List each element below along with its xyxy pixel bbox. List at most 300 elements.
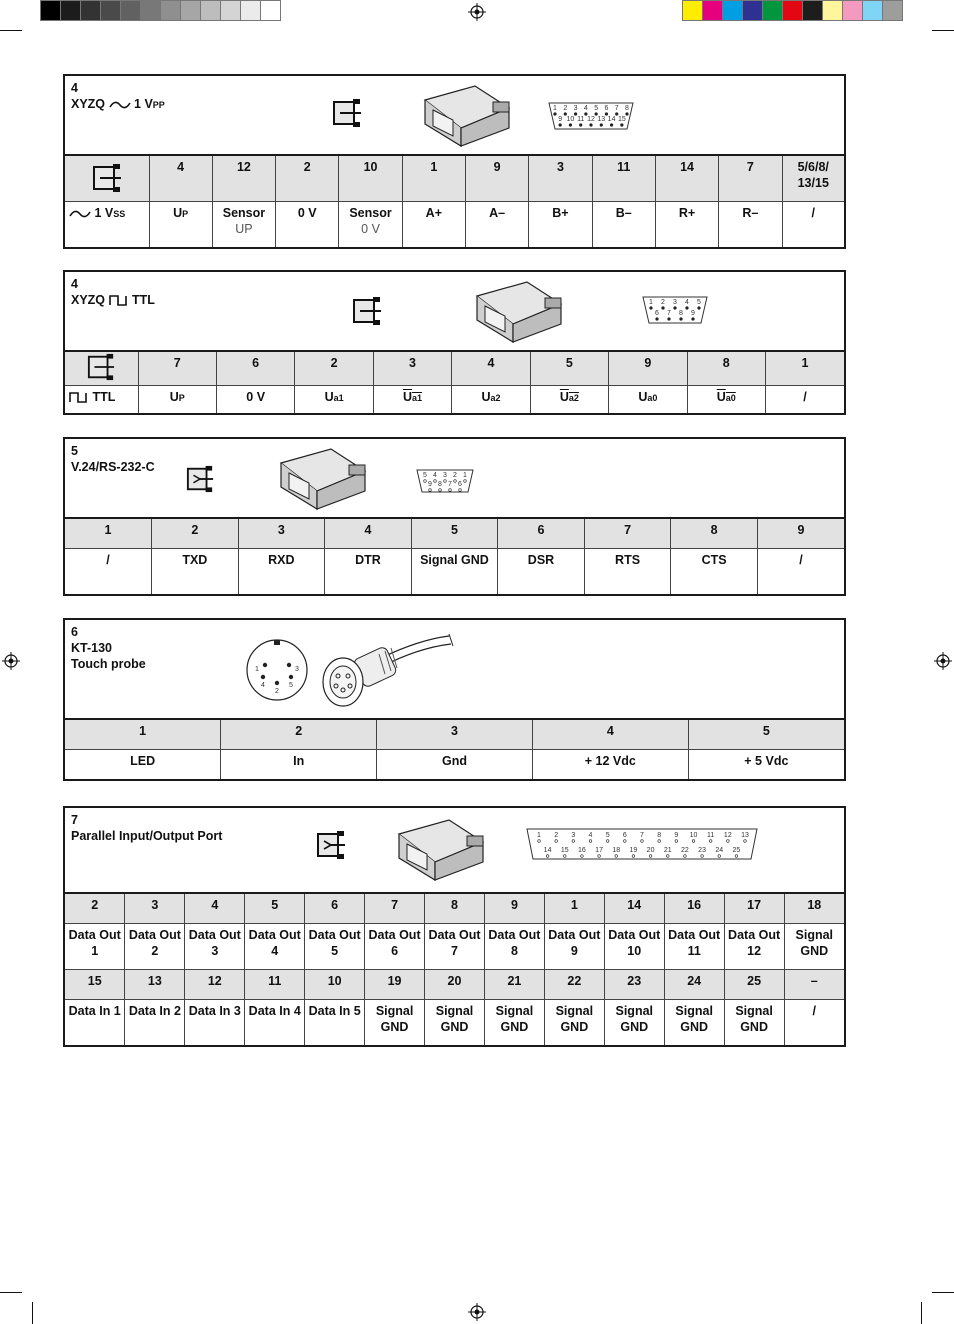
pin-number: 20 bbox=[425, 970, 485, 1000]
pin-assignment-table bbox=[65, 156, 844, 247]
pin-number: 1 bbox=[402, 156, 465, 202]
pin-label: 8 bbox=[438, 481, 442, 488]
pin-label: 4 bbox=[583, 105, 588, 112]
signal-cell: B– bbox=[592, 202, 655, 248]
pin-dot bbox=[574, 113, 577, 116]
pin-label: 15 bbox=[560, 847, 569, 854]
signal-cell: UP bbox=[138, 386, 216, 414]
color-swatch bbox=[842, 0, 863, 21]
signal-cell: / bbox=[766, 386, 845, 414]
pin-number: 1 bbox=[65, 720, 221, 750]
pin-label: 16 bbox=[578, 847, 586, 854]
title-text: XYZQ bbox=[71, 97, 106, 111]
signal-cell: + 12 Vdc bbox=[532, 750, 688, 780]
pin-dot bbox=[569, 124, 572, 127]
pin-dot bbox=[263, 663, 267, 667]
pin-number: 7 bbox=[138, 352, 216, 386]
pin-label: 14 bbox=[543, 847, 552, 854]
color-bar-strip bbox=[682, 0, 902, 22]
pin-number: 5 bbox=[245, 894, 305, 924]
square-wave-icon bbox=[69, 392, 89, 403]
pin-dot bbox=[686, 307, 689, 310]
pin-number: 14 bbox=[604, 894, 664, 924]
pin-dot bbox=[692, 318, 695, 321]
pin-number: 6 bbox=[498, 519, 585, 549]
color-swatch bbox=[782, 0, 803, 21]
pin-label: 7 bbox=[614, 105, 619, 112]
pin-label: 12 bbox=[723, 832, 732, 839]
signal-cell: Data In 2 bbox=[125, 1000, 185, 1046]
pin-label: 3 bbox=[571, 832, 576, 839]
color-swatch bbox=[702, 0, 723, 21]
signal-cell: Signal GND bbox=[664, 1000, 724, 1046]
row-label-subscript: SS bbox=[113, 209, 126, 219]
pin-label: 5 bbox=[594, 105, 599, 112]
pin-label: 2 bbox=[453, 472, 457, 479]
touch-probe-cable-drawing bbox=[317, 630, 457, 710]
signal-cell: Ua1 bbox=[373, 386, 451, 414]
section-header bbox=[65, 620, 844, 720]
signal-cell: Data Out 8 bbox=[484, 924, 544, 970]
pin-number: 21 bbox=[484, 970, 544, 1000]
pin-label: 19 bbox=[629, 847, 638, 854]
pin-dot bbox=[289, 675, 293, 679]
pin-dot bbox=[439, 489, 442, 492]
pin-dot bbox=[615, 855, 618, 858]
title-text: KT-130 bbox=[71, 641, 112, 655]
pin-dot bbox=[572, 840, 575, 843]
signal-cell: B+ bbox=[529, 202, 592, 248]
pin-dot bbox=[718, 855, 721, 858]
pin-label: 9 bbox=[558, 116, 563, 123]
pin-dot bbox=[684, 855, 687, 858]
title-text: XYZQ bbox=[71, 293, 106, 307]
signal-cell: Signal GND bbox=[425, 1000, 485, 1046]
signal-cell: Ua2 bbox=[452, 386, 530, 414]
color-swatch bbox=[60, 0, 81, 21]
signal-cell: RTS bbox=[584, 549, 671, 595]
pinout-diagram bbox=[525, 826, 759, 862]
pin-label: 2 bbox=[275, 688, 279, 695]
table-row bbox=[65, 156, 844, 202]
section-header bbox=[65, 439, 844, 519]
signal-cell: Data Out 1 bbox=[65, 924, 125, 970]
signal-cell: Data Out 11 bbox=[664, 924, 724, 970]
pin-number: 10 bbox=[305, 970, 365, 1000]
color-swatch bbox=[180, 0, 201, 21]
pin-number: 2 bbox=[295, 352, 373, 386]
pin-label: 23 bbox=[698, 847, 706, 854]
pin-assignment-table bbox=[65, 894, 844, 1045]
section-parallel-io-port bbox=[63, 806, 846, 1047]
color-swatch bbox=[822, 0, 843, 21]
pin-label: 1 bbox=[553, 105, 557, 112]
section-title bbox=[71, 80, 165, 113]
pin-label: 14 bbox=[607, 116, 616, 123]
pin-number: 19 bbox=[365, 970, 425, 1000]
pin-dot bbox=[555, 840, 558, 843]
pin-label: 13 bbox=[597, 116, 606, 123]
pin-dot bbox=[424, 480, 427, 483]
pin-dot bbox=[434, 480, 437, 483]
pin-dot bbox=[658, 840, 661, 843]
pin-dot bbox=[624, 840, 627, 843]
section-title bbox=[71, 276, 155, 308]
signal-cell: Data Out 7 bbox=[425, 924, 485, 970]
signal-cell: Signal GND bbox=[365, 1000, 425, 1046]
pin-dot bbox=[675, 840, 678, 843]
pin-label: 21 bbox=[663, 847, 672, 854]
pinout-diagram bbox=[415, 467, 475, 495]
signal-cell: 0 V bbox=[216, 386, 294, 414]
pin-number: 9 bbox=[757, 519, 844, 549]
pin-number: 10 bbox=[339, 156, 402, 202]
registration-mark-icon bbox=[468, 3, 486, 21]
color-swatch bbox=[80, 0, 101, 21]
pin-dot bbox=[538, 840, 541, 843]
signal-cell: Signal GND bbox=[724, 1000, 784, 1046]
pin-number: 15 bbox=[65, 970, 125, 1000]
pin-dot bbox=[735, 855, 738, 858]
pin-number: 9 bbox=[609, 352, 687, 386]
pin-dot bbox=[674, 307, 677, 310]
pin-number: 5 bbox=[411, 519, 498, 549]
pin-label: 9 bbox=[691, 310, 695, 317]
pin-label: 24 bbox=[715, 847, 724, 854]
pin-label: 7 bbox=[640, 832, 644, 839]
signal-cell: + 5 Vdc bbox=[688, 750, 844, 780]
signal-cell: 0 V bbox=[276, 202, 339, 248]
pin-dot bbox=[444, 480, 447, 483]
pin-label: 5 bbox=[423, 472, 427, 479]
pin-label: 4 bbox=[261, 682, 265, 689]
signal-cell: Signal GND bbox=[484, 1000, 544, 1046]
section-title bbox=[71, 443, 155, 475]
color-swatch bbox=[882, 0, 903, 21]
pin-dot bbox=[744, 840, 747, 843]
signal-text: TTL bbox=[132, 293, 155, 307]
section-number: 5 bbox=[71, 444, 78, 458]
pin-number: 17 bbox=[724, 894, 784, 924]
pin-label: 20 bbox=[646, 847, 655, 854]
pin-dot bbox=[605, 113, 608, 116]
signal-cell: In bbox=[221, 750, 377, 780]
pin-label: 15 bbox=[617, 116, 626, 123]
signal-cell: Sensor UP bbox=[212, 202, 275, 248]
pin-label: 22 bbox=[681, 847, 689, 854]
pin-label: 7 bbox=[448, 481, 452, 488]
signal-cell: Signal GND bbox=[411, 549, 498, 595]
title-text: Touch probe bbox=[71, 657, 146, 671]
signal-cell: CTS bbox=[671, 549, 758, 595]
pin-label: 1 bbox=[255, 666, 259, 673]
pin-dot bbox=[600, 124, 603, 127]
pin-label: 6 bbox=[622, 832, 627, 839]
section-header bbox=[65, 272, 844, 352]
pin-dot bbox=[615, 113, 618, 116]
pinout-diagram bbox=[547, 100, 635, 132]
connector-symbol-icon bbox=[85, 353, 117, 381]
color-swatch bbox=[200, 0, 221, 21]
signal-cell: Signal GND bbox=[544, 1000, 604, 1046]
row-label: TTL bbox=[92, 390, 116, 404]
pin-label: 5 bbox=[697, 299, 701, 306]
pin-dot bbox=[589, 840, 592, 843]
pin-number: 16 bbox=[664, 894, 724, 924]
pin-number: 7 bbox=[719, 156, 782, 202]
pin-label: 8 bbox=[657, 832, 662, 839]
crop-mark bbox=[932, 1292, 954, 1293]
sine-wave-icon bbox=[109, 100, 131, 110]
pin-label: 2 bbox=[554, 832, 559, 839]
pin-number: 18 bbox=[784, 894, 844, 924]
pin-number: 7 bbox=[365, 894, 425, 924]
pin-label: 4 bbox=[685, 299, 689, 306]
pin-label: 6 bbox=[604, 105, 609, 112]
pin-dot bbox=[698, 307, 701, 310]
pin-dot bbox=[641, 840, 644, 843]
pin-label: 11 bbox=[577, 116, 585, 123]
signal-cell: / bbox=[65, 549, 152, 595]
pin-number: 7 bbox=[584, 519, 671, 549]
crop-mark bbox=[0, 1292, 22, 1293]
color-swatch bbox=[120, 0, 141, 21]
pin-number: 12 bbox=[185, 970, 245, 1000]
signal-cell: / bbox=[784, 1000, 844, 1046]
pin-label: 3 bbox=[443, 472, 447, 479]
signal-cell: Data Out 10 bbox=[604, 924, 664, 970]
pin-label: 25 bbox=[732, 847, 741, 854]
pin-dot bbox=[610, 124, 613, 127]
signal-cell: Data Out 12 bbox=[724, 924, 784, 970]
pin-number: 11 bbox=[245, 970, 305, 1000]
color-swatch bbox=[240, 0, 261, 21]
pin-number: 8 bbox=[687, 352, 765, 386]
table-row bbox=[65, 549, 844, 595]
pin-dot bbox=[459, 489, 462, 492]
pin-label: 3 bbox=[295, 666, 299, 673]
color-swatch bbox=[862, 0, 883, 21]
pin-number: 5 bbox=[530, 352, 608, 386]
pin-label: 9 bbox=[428, 481, 432, 488]
pin-label: 18 bbox=[612, 847, 621, 854]
pin-number: 12 bbox=[212, 156, 275, 202]
pin-number: 3 bbox=[373, 352, 451, 386]
signal-cell: Sensor 0 V bbox=[339, 202, 402, 248]
color-swatch bbox=[260, 0, 281, 21]
pin-dot bbox=[656, 318, 659, 321]
round-connector-pinout bbox=[245, 638, 309, 702]
pin-dot bbox=[287, 663, 291, 667]
pin-dot bbox=[595, 113, 598, 116]
pin-label: 5 bbox=[605, 832, 610, 839]
signal-cell: Data Out 4 bbox=[245, 924, 305, 970]
connector-symbol-icon bbox=[351, 296, 383, 326]
pin-dot bbox=[650, 307, 653, 310]
table-row bbox=[65, 894, 844, 924]
pin-label: 10 bbox=[689, 832, 698, 839]
pin-number: 2 bbox=[152, 519, 239, 549]
pin-label: 7 bbox=[667, 310, 671, 317]
pin-number: 4 bbox=[532, 720, 688, 750]
pin-label: 13 bbox=[741, 832, 749, 839]
table-row bbox=[65, 202, 844, 248]
pin-dot bbox=[598, 855, 601, 858]
signal-cell: Gnd bbox=[377, 750, 533, 780]
signal-text: 1 V bbox=[134, 97, 153, 111]
signal-cell: TXD bbox=[152, 549, 239, 595]
pin-label: 10 bbox=[566, 116, 575, 123]
table-row bbox=[65, 720, 844, 750]
pin-label: 8 bbox=[625, 105, 629, 112]
pin-number: 1 bbox=[65, 519, 152, 549]
signal-cell: UP bbox=[149, 202, 212, 248]
signal-cell: / bbox=[782, 202, 844, 248]
section-header bbox=[65, 808, 844, 894]
signal-cell: / bbox=[757, 549, 844, 595]
section-title bbox=[71, 624, 146, 672]
pin-dot bbox=[464, 480, 467, 483]
pin-dot bbox=[564, 113, 567, 116]
signal-cell: Data In 1 bbox=[65, 1000, 125, 1046]
pin-dot bbox=[680, 318, 683, 321]
signal-cell: A+ bbox=[402, 202, 465, 248]
crop-mark bbox=[932, 30, 954, 31]
section-number: 6 bbox=[71, 625, 78, 639]
crop-mark bbox=[0, 30, 22, 31]
pin-number: 8 bbox=[425, 894, 485, 924]
pin-number: 2 bbox=[221, 720, 377, 750]
pin-dot bbox=[692, 840, 695, 843]
pin-label: 9 bbox=[674, 832, 679, 839]
signal-cell: DSR bbox=[498, 549, 585, 595]
signal-cell: Data Out 5 bbox=[305, 924, 365, 970]
registration-mark-icon bbox=[934, 652, 952, 670]
pin-label: 5 bbox=[289, 682, 293, 689]
color-swatch bbox=[802, 0, 823, 21]
pin-number: 25 bbox=[724, 970, 784, 1000]
pin-dot bbox=[606, 840, 609, 843]
pin-label: 4 bbox=[588, 832, 593, 839]
pin-dot bbox=[649, 855, 652, 858]
signal-cell: Signal GND bbox=[784, 924, 844, 970]
pin-number: 9 bbox=[465, 156, 528, 202]
pin-dot bbox=[662, 307, 665, 310]
pin-assignment-table bbox=[65, 352, 844, 413]
pin-label: 17 bbox=[595, 847, 603, 854]
signal-cell: Data In 4 bbox=[245, 1000, 305, 1046]
pin-assignment-table bbox=[65, 519, 844, 594]
pin-number: 5/6/8/ 13/15 bbox=[782, 156, 844, 202]
pin-number: 14 bbox=[655, 156, 718, 202]
sine-wave-icon bbox=[69, 209, 91, 219]
section-header bbox=[65, 76, 844, 156]
signal-cell: Ua1 bbox=[295, 386, 373, 414]
section-kt130-touch-probe bbox=[63, 618, 846, 781]
pin-dot bbox=[709, 840, 712, 843]
section-xyzq-ttl bbox=[63, 270, 846, 415]
pin-dot bbox=[559, 124, 562, 127]
pin-dot bbox=[701, 855, 704, 858]
connector-symbol-icon bbox=[315, 830, 347, 860]
pin-label: 12 bbox=[587, 116, 595, 123]
pin-number: 1 bbox=[544, 894, 604, 924]
table-row bbox=[65, 1000, 844, 1046]
color-swatch bbox=[742, 0, 763, 21]
pin-number: 4 bbox=[452, 352, 530, 386]
pin-number: 1 bbox=[766, 352, 845, 386]
registration-mark-icon bbox=[468, 1303, 486, 1321]
d-sub-connector-drawing bbox=[273, 443, 373, 513]
pin-number: 3 bbox=[377, 720, 533, 750]
signal-cell: R+ bbox=[655, 202, 718, 248]
pin-number: 2 bbox=[276, 156, 339, 202]
pin-label: 1 bbox=[649, 299, 653, 306]
section-number: 4 bbox=[71, 277, 78, 291]
pin-label: 3 bbox=[573, 105, 578, 112]
table-row bbox=[65, 352, 844, 386]
pin-dot bbox=[585, 113, 588, 116]
section-xyzq-1vpp bbox=[63, 74, 846, 249]
pin-dot bbox=[666, 855, 669, 858]
pin-number: 4 bbox=[325, 519, 412, 549]
pin-number: 22 bbox=[544, 970, 604, 1000]
square-wave-icon bbox=[109, 295, 129, 306]
signal-cell: Data In 3 bbox=[185, 1000, 245, 1046]
pin-dot bbox=[579, 124, 582, 127]
pin-number: 13 bbox=[125, 970, 185, 1000]
pin-dot bbox=[554, 113, 557, 116]
pin-number: 3 bbox=[238, 519, 325, 549]
d-sub-connector-drawing bbox=[391, 814, 491, 884]
signal-cell: R– bbox=[719, 202, 782, 248]
crop-mark bbox=[921, 1302, 922, 1324]
pin-number: 6 bbox=[305, 894, 365, 924]
pin-label: 8 bbox=[679, 310, 683, 317]
pin-number: 24 bbox=[664, 970, 724, 1000]
pin-number: 4 bbox=[185, 894, 245, 924]
title-text: Parallel Input/Output Port bbox=[71, 829, 223, 843]
pin-label: 1 bbox=[537, 832, 541, 839]
signal-cell: LED bbox=[65, 750, 221, 780]
section-v24-rs232 bbox=[63, 437, 846, 596]
signal-cell: Ua2 bbox=[530, 386, 608, 414]
pin-label: 1 bbox=[463, 472, 467, 479]
d-sub-connector-drawing bbox=[469, 276, 569, 346]
pin-number: 3 bbox=[125, 894, 185, 924]
pin-dot bbox=[275, 681, 279, 685]
color-swatch bbox=[722, 0, 743, 21]
signal-cell: Ua0 bbox=[609, 386, 687, 414]
signal-cell: Data Out 3 bbox=[185, 924, 245, 970]
signal-cell: Data Out 6 bbox=[365, 924, 425, 970]
table-row bbox=[65, 970, 844, 1000]
signal-cell: RXD bbox=[238, 549, 325, 595]
pin-number: 4 bbox=[149, 156, 212, 202]
table-row bbox=[65, 924, 844, 970]
connector-symbol-icon bbox=[331, 98, 363, 128]
signal-cell: Signal GND bbox=[604, 1000, 664, 1046]
section-number: 7 bbox=[71, 813, 78, 827]
pin-label: 4 bbox=[433, 472, 437, 479]
pin-number: – bbox=[784, 970, 844, 1000]
pin-dot bbox=[454, 480, 457, 483]
pin-dot bbox=[727, 840, 730, 843]
pin-dot bbox=[261, 675, 265, 679]
signal-cell: DTR bbox=[325, 549, 412, 595]
row-label: 1 V bbox=[94, 206, 114, 220]
pin-label: 6 bbox=[655, 310, 659, 317]
